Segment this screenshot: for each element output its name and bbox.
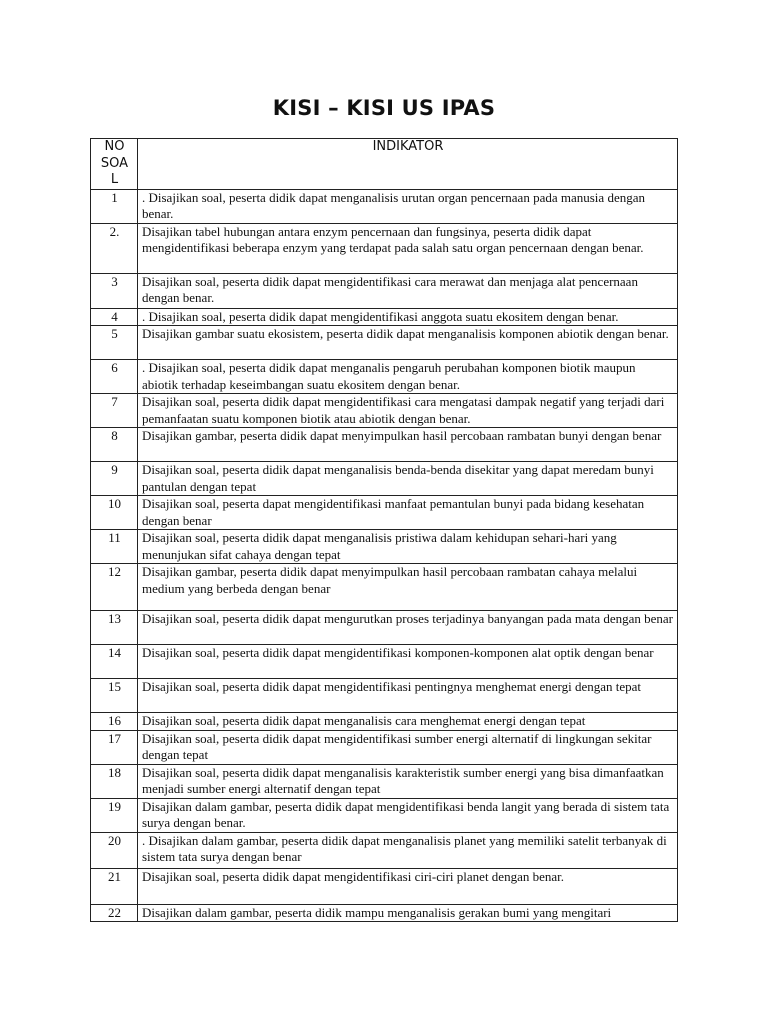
header-no-line: L xyxy=(110,172,119,187)
table-row xyxy=(91,730,678,764)
row-number: 17 xyxy=(91,730,138,764)
row-number: 4 xyxy=(91,308,138,326)
row-number: 6 xyxy=(91,360,138,394)
row-indikator: Disajikan soal, peserta didik dapat mengidentifikasi cara merawat dan menjaga alat pencernaan dengan benar. xyxy=(138,273,678,308)
table-row xyxy=(91,360,678,394)
row-indikator: Disajikan soal, peserta didik dapat mengidentifikasi sumber energi alternatif di lingkungan sekitar dengan tepat xyxy=(138,730,678,764)
row-number: 3 xyxy=(91,273,138,308)
table-row xyxy=(91,679,678,713)
header-indikator: INDIKATOR xyxy=(138,139,678,190)
table-row xyxy=(91,564,678,611)
row-indikator: Disajikan gambar, peserta didik dapat menyimpulkan hasil percobaan rambatan bunyi dengan benar xyxy=(138,428,678,462)
table-row xyxy=(91,798,678,832)
table-row xyxy=(91,713,678,731)
table-row xyxy=(91,462,678,496)
row-indikator: Disajikan soal, peserta didik dapat mengidentifikasi pentingnya menghemat energi dengan tepat xyxy=(138,679,678,713)
row-indikator: Disajikan soal, peserta didik dapat mengidentifikasi komponen-komponen alat optik dengan benar xyxy=(138,645,678,679)
row-number: 1 xyxy=(91,189,138,223)
row-number: 15 xyxy=(91,679,138,713)
row-number: 12 xyxy=(91,564,138,611)
row-number: 22 xyxy=(91,904,138,922)
table-row xyxy=(91,832,678,868)
table-body xyxy=(91,189,678,922)
table-row xyxy=(91,645,678,679)
row-indikator: Disajikan soal, peserta didik dapat menganalisis pristiwa dalam kehidupan sehari-hari yang menunjukan sifat cahaya dengan tepat xyxy=(138,530,678,564)
table-row xyxy=(91,189,678,223)
row-number: 16 xyxy=(91,713,138,731)
row-indikator: Disajikan soal, peserta didik dapat mengidentifikasi cara mengatasi dampak negatif yang terjadi dari pemanfaatan suatu komponen biotik atau abiotik dengan benar. xyxy=(138,394,678,428)
row-indikator: . Disajikan soal, peserta didik dapat mengidentifikasi anggota suatu ekositem dengan benar. xyxy=(138,308,678,326)
table-row xyxy=(91,428,678,462)
document-title: KISI – KISI US IPAS xyxy=(272,96,496,120)
table-row xyxy=(91,530,678,564)
table-row xyxy=(91,764,678,798)
row-number: 20 xyxy=(91,832,138,868)
table-row xyxy=(91,308,678,326)
row-indikator: Disajikan soal, peserta didik dapat mengurutkan proses terjadinya banyangan pada mata dengan benar xyxy=(138,611,678,645)
table-row xyxy=(91,496,678,530)
row-indikator: Disajikan soal, peserta dapat mengidentifikasi manfaat pemantulan bunyi pada bidang kesehatan dengan benar xyxy=(138,496,678,530)
row-indikator: . Disajikan dalam gambar, peserta didik dapat menganalisis planet yang memiliki satelit terbanyak di sistem tata surya dengan benar xyxy=(138,832,678,868)
table-row xyxy=(91,868,678,904)
row-number: 10 xyxy=(91,496,138,530)
row-number: 21 xyxy=(91,868,138,904)
row-indikator: Disajikan dalam gambar, peserta didik dapat mengidentifikasi benda langit yang berada di sistem tata surya dengan benar. xyxy=(138,798,678,832)
header-no-line: SOA xyxy=(100,155,129,171)
row-number: 7 xyxy=(91,394,138,428)
table-row xyxy=(91,904,678,922)
row-number: 5 xyxy=(91,326,138,360)
table-row xyxy=(91,611,678,645)
table-row xyxy=(91,223,678,273)
header-no-line: NO xyxy=(104,139,125,154)
table-header-row xyxy=(91,139,678,190)
row-indikator: Disajikan soal, peserta didik dapat menganalisis karakteristik sumber energi yang bisa dimanfaatkan menjadi sumber energi alternatif dengan tepat xyxy=(138,764,678,798)
row-number: 19 xyxy=(91,798,138,832)
row-number: 8 xyxy=(91,428,138,462)
row-indikator: Disajikan gambar, peserta didik dapat menyimpulkan hasil percobaan rambatan cahaya melalui medium yang berbeda dengan benar xyxy=(138,564,678,611)
row-number: 9 xyxy=(91,462,138,496)
row-indikator: Disajikan soal, peserta didik dapat menganalisis cara menghemat energi dengan tepat xyxy=(138,713,678,731)
row-number: 13 xyxy=(91,611,138,645)
row-number: 18 xyxy=(91,764,138,798)
kisi-table xyxy=(90,138,678,922)
row-indikator: . Disajikan soal, peserta didik dapat menganalis pengaruh perubahan komponen biotik maupun abiotik terhadap keseimbangan suatu ekositem dengan benar. xyxy=(138,360,678,394)
row-indikator: Disajikan gambar suatu ekosistem, peserta didik dapat menganalisis komponen abiotik dengan benar. xyxy=(138,326,678,360)
table-row xyxy=(91,273,678,308)
table-row xyxy=(91,394,678,428)
row-indikator: . Disajikan soal, peserta didik dapat menganalisis urutan organ pencernaan pada manusia dengan benar. xyxy=(138,189,678,223)
row-indikator: Disajikan soal, peserta didik dapat mengidentifikasi ciri-ciri planet dengan benar. xyxy=(138,868,678,904)
header-no-soal xyxy=(91,139,138,190)
table-row xyxy=(91,326,678,360)
row-indikator: Disajikan soal, peserta didik dapat menganalisis benda-benda disekitar yang dapat meredam bunyi pantulan dengan tepat xyxy=(138,462,678,496)
row-indikator: Disajikan dalam gambar, peserta didik mampu menganalisis gerakan bumi yang mengitari xyxy=(138,904,678,922)
row-number: 14 xyxy=(91,645,138,679)
row-number: 11 xyxy=(91,530,138,564)
row-indikator: Disajikan tabel hubungan antara enzym pencernaan dan fungsinya, peserta didik dapat mengidentifikasi beberapa enzym yang terdapat pada salah satu organ pencernaan dengan benar. xyxy=(138,223,678,273)
row-number: 2. xyxy=(91,223,138,273)
